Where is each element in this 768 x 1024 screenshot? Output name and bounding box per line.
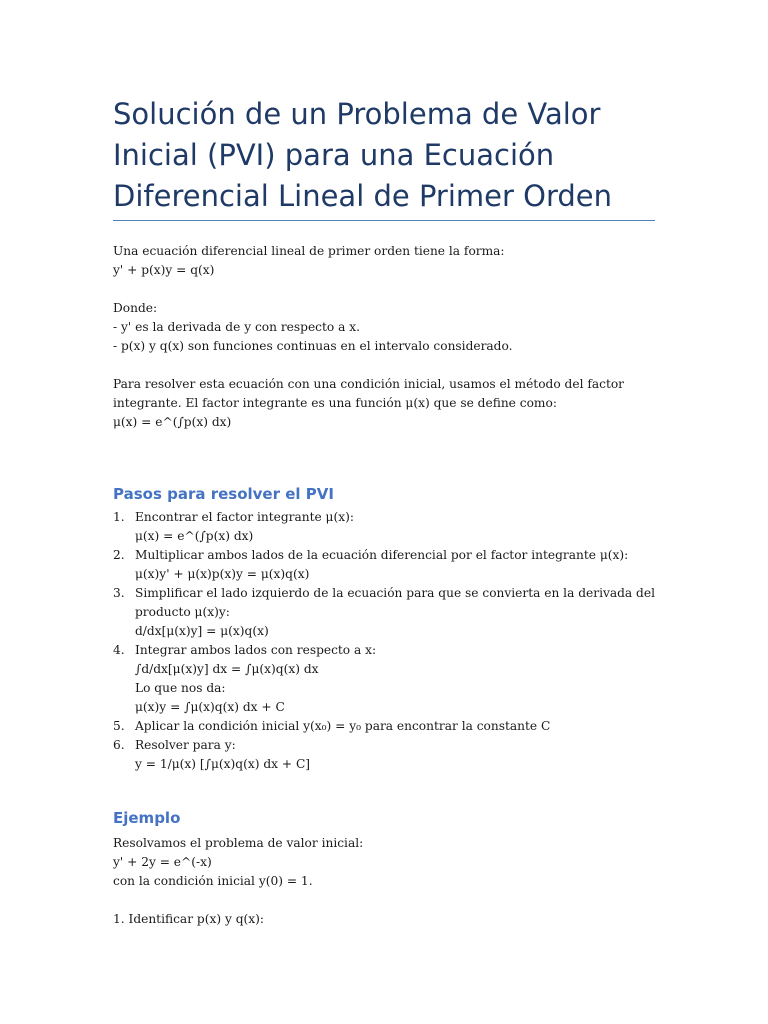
intro-paragraph-1 — [113, 242, 658, 280]
example-heading: Ejemplo — [113, 809, 181, 827]
step-number: 6. — [113, 738, 125, 752]
step-text: producto μ(x)y: — [135, 605, 230, 619]
step-equation: μ(x) = e^(∫p(x) dx) — [135, 529, 254, 543]
steps-list-container — [113, 508, 658, 774]
step-equation: μ(x)y = ∫μ(x)q(x) dx + C — [135, 700, 285, 714]
text-line: integrante. El factor integrante es una función μ(x) que se define como: — [113, 396, 557, 410]
text-line: Donde: — [113, 301, 158, 315]
text-line: - y' es la derivada de y con respecto a x. — [113, 320, 360, 334]
step-text: Resolver para y: — [135, 738, 236, 752]
title-line: Diferencial Lineal de Primer Orden — [113, 179, 613, 213]
example-paragraph-1 — [113, 834, 658, 891]
title-line: Inicial (PVI) para una Ecuación — [113, 138, 555, 172]
step-text: Lo que nos da: — [135, 681, 226, 695]
text-line: Resolvamos el problema de valor inicial: — [113, 836, 364, 850]
intro-paragraph-3 — [113, 375, 658, 432]
step-item — [113, 717, 658, 736]
step-item — [113, 584, 658, 641]
text-line: con la condición inicial y(0) = 1. — [113, 874, 313, 888]
text-line: Para resolver esta ecuación con una condición inicial, usamos el método del factor — [113, 377, 624, 391]
step-number: 3. — [113, 586, 125, 600]
document-title — [113, 94, 658, 217]
text-line: 1. Identificar p(x) y q(x): — [113, 912, 265, 926]
step-number: 5. — [113, 719, 125, 733]
step-equation: μ(x)y' + μ(x)p(x)y = μ(x)q(x) — [135, 567, 310, 581]
step-item — [113, 546, 658, 584]
step-equation: ∫d/dx[μ(x)y] dx = ∫μ(x)q(x) dx — [135, 662, 319, 676]
equation-line: y' + p(x)y = q(x) — [113, 263, 215, 277]
example-paragraph-2 — [113, 910, 658, 929]
step-equation: y = 1/μ(x) [∫μ(x)q(x) dx + C] — [135, 757, 311, 771]
step-text: Integrar ambos lados con respecto a x: — [135, 643, 377, 657]
title-line: Solución de un Problema de Valor — [113, 97, 601, 131]
step-text: Simplificar el lado izquierdo de la ecuación para que se convierta en la derivada del — [135, 586, 655, 600]
text-line: - p(x) y q(x) son funciones continuas en el intervalo considerado. — [113, 339, 513, 353]
step-text: Multiplicar ambos lados de la ecuación diferencial por el factor integrante μ(x): — [135, 548, 629, 562]
step-number: 4. — [113, 643, 125, 657]
step-number: 1. — [113, 510, 125, 524]
step-number: 2. — [113, 548, 125, 562]
step-text: Encontrar el factor integrante μ(x): — [135, 510, 354, 524]
equation-line: μ(x) = e^(∫p(x) dx) — [113, 415, 232, 429]
steps-heading: Pasos para resolver el PVI — [113, 485, 334, 503]
step-text: Aplicar la condición inicial y(x₀) = y₀ para encontrar la constante C — [135, 719, 551, 733]
step-item — [113, 641, 658, 717]
text-line: Una ecuación diferencial lineal de primer orden tiene la forma: — [113, 244, 505, 258]
steps-list — [113, 508, 658, 774]
title-underline — [113, 220, 655, 221]
intro-paragraph-2 — [113, 299, 658, 356]
step-equation: d/dx[μ(x)y] = μ(x)q(x) — [135, 624, 269, 638]
equation-line: y' + 2y = e^(-x) — [113, 855, 212, 869]
step-item — [113, 736, 658, 774]
step-item — [113, 508, 658, 546]
